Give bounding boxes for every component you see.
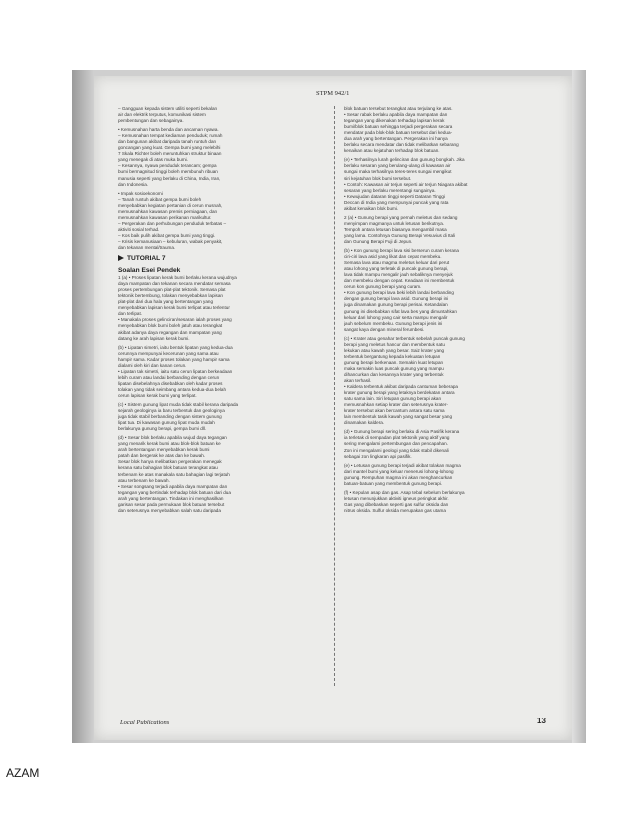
- text-line: berapi yang meletus hancur dan membentuk satu: [344, 341, 445, 347]
- text-line: pembentungan dan sebagainya.: [118, 118, 184, 124]
- text-line: air dan elektrik terputus, komunikasi sistem: [118, 112, 206, 118]
- text-line: goncangan yang kuat. Gempa bumi yang melebihi: [118, 145, 221, 151]
- text-line: plat-plat dari dua hala yang bertentangan yang: [118, 299, 214, 305]
- text-line: 1 (a) • Proses lipatan kerak bumi berlaku kerana wujudnya: [118, 275, 237, 281]
- text-line: (c) • Krater atau genahar terbentuk sebelah puncak gunung: [344, 335, 465, 341]
- text-line: • Lipatan tak simetri, iaitu satu cerun lipatan berkeadaan: [118, 368, 233, 374]
- text-line: batuan-batuan yang membentuk gunung berapi.: [344, 480, 443, 486]
- text-line: keluar dari lohong yang cair serta mampu mengalir: [344, 314, 448, 320]
- text-line: letusan menunjukkan aktiviti igneus peringkat akhir.: [344, 495, 449, 501]
- text-line: daya mampatan dan tekanan secara mendatar semasa: [118, 281, 231, 287]
- text-line: • Sesar rabak berlaku apabila daya mampatan dan: [344, 112, 448, 118]
- text-line: • Kaldera terbentuk akibat daripada cantuman beberapa: [344, 384, 458, 390]
- text-line: yang lama. Contohnya Gunung Berapi Vesuvius di Itali: [344, 232, 456, 238]
- left-column-answers-text: [118, 275, 326, 514]
- text-line: lebih curam atau landai berbanding dengan cerun: [118, 374, 220, 380]
- text-line: gunung. Rempuhan magma ini akan menghancurkan: [344, 474, 453, 480]
- text-line: kenaikan atau kejatuhan terhadap blok batuan.: [344, 148, 440, 154]
- text-line: 2 (a) • Gunung berapi yang pernah meletus dan sedang: [344, 214, 458, 220]
- text-line: tegangan yang dikenakan terhadap lapisan kerak: [344, 118, 445, 124]
- text-line: memusnahkan kawasan perikanan marikultur.: [118, 214, 212, 220]
- text-line: (e) • Terhasilnya lurah gelinciran dan gunung bongkah. Jika: [344, 157, 465, 163]
- left-column-top-text: [118, 106, 326, 251]
- right-column-text: [344, 106, 552, 514]
- caption-text: AZAM: [6, 766, 40, 780]
- text-line: Tempoh antara letusan biasanya mengambil masa: [344, 226, 447, 232]
- text-line: – Kos baik pulih akibat gempa bumi yang tinggi.: [118, 232, 216, 238]
- text-line: Zon ini mengalami geologi yang tidak stabil dikenali: [344, 447, 449, 453]
- text-line: – Gangguan kepada sistem utiliti seperti bekalan: [118, 106, 218, 111]
- text-line: – Krisis kemanusiaan – kebuluran, wabak penyakit,: [118, 238, 223, 244]
- text-line: memusnahkan setiap krater dan seterusnya krater-: [344, 402, 448, 408]
- text-line: (e) • Letusan gunung berapi terjadi akibat tolakan magma: [344, 462, 461, 468]
- text-line: – Kemusnahan tempat kediaman penduduk; rumah: [118, 133, 223, 139]
- text-line: • Kewujudan dataran tinggi seperti Dataran Tinggi: [344, 193, 445, 199]
- text-line: • Impak sosioekonomi: [118, 190, 163, 196]
- text-line: menyebabkan lapisan kerak bumi terlipat atau terlentur: [118, 305, 230, 311]
- text-line: sering mengalami pertembungan dan pencapahan.: [344, 441, 448, 447]
- text-line: nitrus oksida. Sulfur oksida merupakan gas utama: [344, 507, 446, 513]
- scanned-page-photo: [72, 70, 586, 743]
- text-line: dan seterusnya menyebabkan salah satu daripada: [118, 507, 221, 513]
- text-line: dari mantel bumi yang keluar menerusi lohong-lohong: [344, 468, 454, 474]
- text-line: patah dan bergerak ke atas dan ke bawah.: [118, 453, 206, 459]
- text-line: bumi bermagnitud tinggi boleh membunuh ribuan: [118, 169, 218, 175]
- text-line: • Kon gunung berapi lava beki lebih landai berbanding: [344, 290, 454, 296]
- text-line: dan membeku dengan cepat. Keadaan ini membentuk: [344, 278, 455, 284]
- text-line: lava tidak mampu mengalir jauh sebaliknya menyejuk: [344, 272, 453, 278]
- right-column: [344, 106, 552, 514]
- text-line: cerun kon gunung berapi yang curam.: [344, 284, 422, 290]
- text-line: dan Gunung Berapi Fuji di Jepun.: [344, 238, 413, 244]
- text-line: sejarah geologinya ia baru terbentuk dan geologinya: [118, 408, 225, 414]
- text-line: dan tekanan mental/trauma.: [118, 245, 176, 251]
- text-line: yang menegak di atas muka bumi.: [118, 157, 188, 163]
- text-line: atau lohong yang terletak di puncak gunung berapi,: [344, 266, 449, 272]
- text-line: ia terletak di sempadan plat tektonik yang aktif yang: [344, 435, 450, 441]
- text-line: berlaku secara mendatar dan tidak melibatkan sebarang: [344, 142, 459, 148]
- text-line: maka semakin luas puncak gunung yang mampu: [344, 365, 444, 371]
- text-line: dialami oleh kiri dan kanan cerun.: [118, 362, 187, 368]
- page-header: STPM 942/1: [316, 91, 350, 97]
- text-line: dan Indonesia.: [118, 181, 149, 187]
- text-line: garisan sesar pada permukaan blok batuan tersebut: [118, 501, 225, 507]
- text-line: – Pergerakan dan perhubungan penduduk terbatas –: [118, 220, 227, 226]
- text-line: sungai maka terhasilnya teres-teres sungai mengikut: [344, 169, 452, 175]
- text-line: gunung berapi berkenaan. Semakin kuat letupan: [344, 359, 444, 365]
- text-line: akan terhasil.: [344, 378, 372, 384]
- text-line: arah bertentangan menyebabkan kerak bumi: [118, 447, 210, 453]
- text-line: berlaku sesaran yang berulang-ulang di kawasan air: [344, 163, 451, 169]
- text-line: manusia seperti yang berlaku di China, India, Iran,: [118, 175, 221, 181]
- text-line: cerun lapisan kerak bumi yang terlipat.: [118, 392, 197, 398]
- text-line: sesaran yang berlaku merentangi sungainya.: [344, 187, 436, 193]
- text-line: (f) • Kepulan asap dan gas. Asap tebal sebelum berlakunya: [344, 489, 465, 495]
- text-line: siri kejatuhan blok bumi tersebut.: [344, 175, 412, 181]
- text-line: lipat tua. Di kawasan gunung lipat muda mudah: [118, 420, 215, 426]
- text-line: (c) • Sistem gunung lipat muda tidak stabil kerana daripada: [118, 402, 239, 408]
- text-line: lekukan atau kawah yang besar. Saiz krater yang: [344, 347, 445, 353]
- text-line: yang menarik kerak bumi atau blok-blok batuan ke: [118, 441, 221, 447]
- text-line: tektonik bertembung, tolakan menyebabkan lapisan: [118, 293, 223, 299]
- text-line: dan terlipat.: [118, 311, 143, 317]
- text-line: Semasa lava atau magma meletus keluar dari perut: [344, 260, 450, 266]
- text-line: • Contoh: Kawasan air terjun seperti air terjun Niagara akibat: [344, 181, 468, 187]
- text-line: dan bangunan akibat daripada tanah runtuh dan: [118, 139, 217, 145]
- text-line: berlakunya gunung berapi, gempa bumi dll.: [118, 426, 207, 432]
- text-line: • Sesar songsang terjadi apabila daya mampatan dan: [118, 483, 228, 489]
- text-line: juga tidak stabil berbanding dengan sistem gunung: [118, 414, 222, 420]
- left-column: [118, 106, 326, 514]
- tutorial-heading: TUTORIAL 7: [118, 254, 326, 263]
- text-line: sangat kaya dengan mineral ferumbesi.: [344, 326, 425, 332]
- text-line: • Kemusnahan harta benda dan ancaman nyawa.: [118, 127, 219, 133]
- text-line: gunung ini disebabkan sifat lava bes yang dimuntahkan: [344, 308, 457, 314]
- text-line: akibat kenaikan blok bumi.: [344, 205, 399, 211]
- text-line: (d) • Gunung berapi sering berlaku di Asia Pasifik kerana: [344, 429, 460, 435]
- text-line: memusnahkan kawasan premis perniagaan, dan: [118, 208, 218, 214]
- text-line: jauh sebelum membeku. Gunung berapi jenis ini: [344, 320, 443, 326]
- text-line: – Kesannya, nyawa penduduk terancam; gempa: [118, 163, 217, 169]
- text-line: hampir sama. Kadar proses tolakan yang hampir sama: [118, 356, 230, 362]
- text-line: kerana satu bahagian blok batuan terangkat atau: [118, 465, 218, 471]
- text-line: cerunnya mempunyai kecerunan yang sama atau: [118, 350, 219, 356]
- text-line: Sesar blok hanya melibatkan pergerakan menegak: [118, 459, 222, 465]
- text-line: menyebabkan kegiatan pertanian di cerun musnah,: [118, 202, 223, 208]
- text-line: – Tanah runtuh akibat gempa bumi boleh: [118, 196, 202, 202]
- text-line: blok batuan tersebut terangkat atau terjulang ke atas.: [344, 106, 453, 111]
- column-divider: [334, 106, 335, 686]
- text-line: krater tersebut akan bercantum antara satu sama: [344, 408, 445, 414]
- text-line: krater gunung berapi yang letaknya berdekatan antara: [344, 390, 455, 396]
- text-line: lipatan disebelahnya disebabkan oleh kadar proses: [118, 380, 223, 386]
- text-line: lain membentuk tasik kawah yang sangat besar yang: [344, 414, 453, 420]
- text-line: tolakan yang tidak seimbang antara kedua-dua belah: [118, 386, 227, 392]
- text-line: Deccan di India yang mempunyai puncak yang rata: [344, 199, 449, 205]
- text-line: dinamakan kaldera.: [344, 420, 385, 426]
- text-line: terbenam ke atas manakala satu bahagian lagi terjatuh: [118, 471, 230, 477]
- text-line: tegangan yang bertindak terhadap blok batuan dari dua: [118, 489, 231, 495]
- text-line: arah yang bertentangan. Tindakan ini menghasilkan: [118, 495, 224, 501]
- text-line: akibat adanya daya regangan dan mampatan yang: [118, 329, 222, 335]
- text-line: dihancurkan dan kesannya krater yang terbentuk: [344, 371, 444, 377]
- text-line: mendatar pada blok-blok batuan tersebut dari kedua-: [344, 130, 453, 136]
- book-page: [94, 76, 572, 740]
- text-line: juga dinamakan gunung berapi perisai. Ketandalan: [344, 302, 448, 308]
- text-line: menyebabkan blok bumi boleh jatuh atau terangkat: [118, 323, 223, 329]
- text-line: aktiviti sosial terhad.: [118, 226, 160, 232]
- text-line: (d) • Sesar blok berlaku apabila wujud daya tegangan: [118, 435, 227, 441]
- text-line: proses pertembungan plat-plat tektonik. Semasa plat: [118, 287, 226, 293]
- text-line: bumi/blok batuan sehingga terjadi pergerakan secara: [344, 124, 453, 130]
- arrow-icon: [118, 255, 124, 261]
- footer-publisher: Local Publications: [120, 720, 170, 726]
- book-spine-shadow: [72, 70, 94, 743]
- page-number: 13: [537, 718, 546, 724]
- text-line: Gas yang dibebaskan seperti gas sulfur oksida dan: [344, 501, 449, 507]
- text-line: 7 Skala Richter boleh meruntuhkan struktur binaan: [118, 151, 222, 157]
- text-line: datang ke arah lapisan kerak bumi.: [118, 335, 190, 341]
- text-line: atau terbenam ke bawah.: [118, 477, 170, 483]
- text-line: • Manakala proses gelinciran/sesaran ialah proses yang: [118, 317, 232, 323]
- text-line: menyimpan magmanya untuk letusan berikutnya.: [344, 220, 445, 226]
- section-heading: Soalan Esei Pendek: [118, 267, 181, 275]
- text-line: (b) • Kon gunung berapi lava sisi berserun curam kerana: [344, 248, 459, 254]
- text-line: satu sama lain. Siri letupan gunung berapi akan: [344, 396, 442, 402]
- text-line: (b) • Lipatan simetri, iaitu bentuk lipatan yang kedua-dua: [118, 344, 233, 350]
- text-line: sebagai zon lingkaran api pasifik.: [344, 453, 412, 459]
- text-line: dua arah yang bertentangan. Pergerakan ini hanya: [344, 136, 448, 142]
- text-line: dengan gunung berapi lava asid. Gunung berapi ini: [344, 296, 449, 302]
- text-line: ciri-ciri lava asid yang likat dan cepat membeku.: [344, 254, 442, 260]
- text-line: terbentuk bergantung kepada kekuatan letupan: [344, 353, 441, 359]
- page-edge-shadow: [572, 70, 586, 743]
